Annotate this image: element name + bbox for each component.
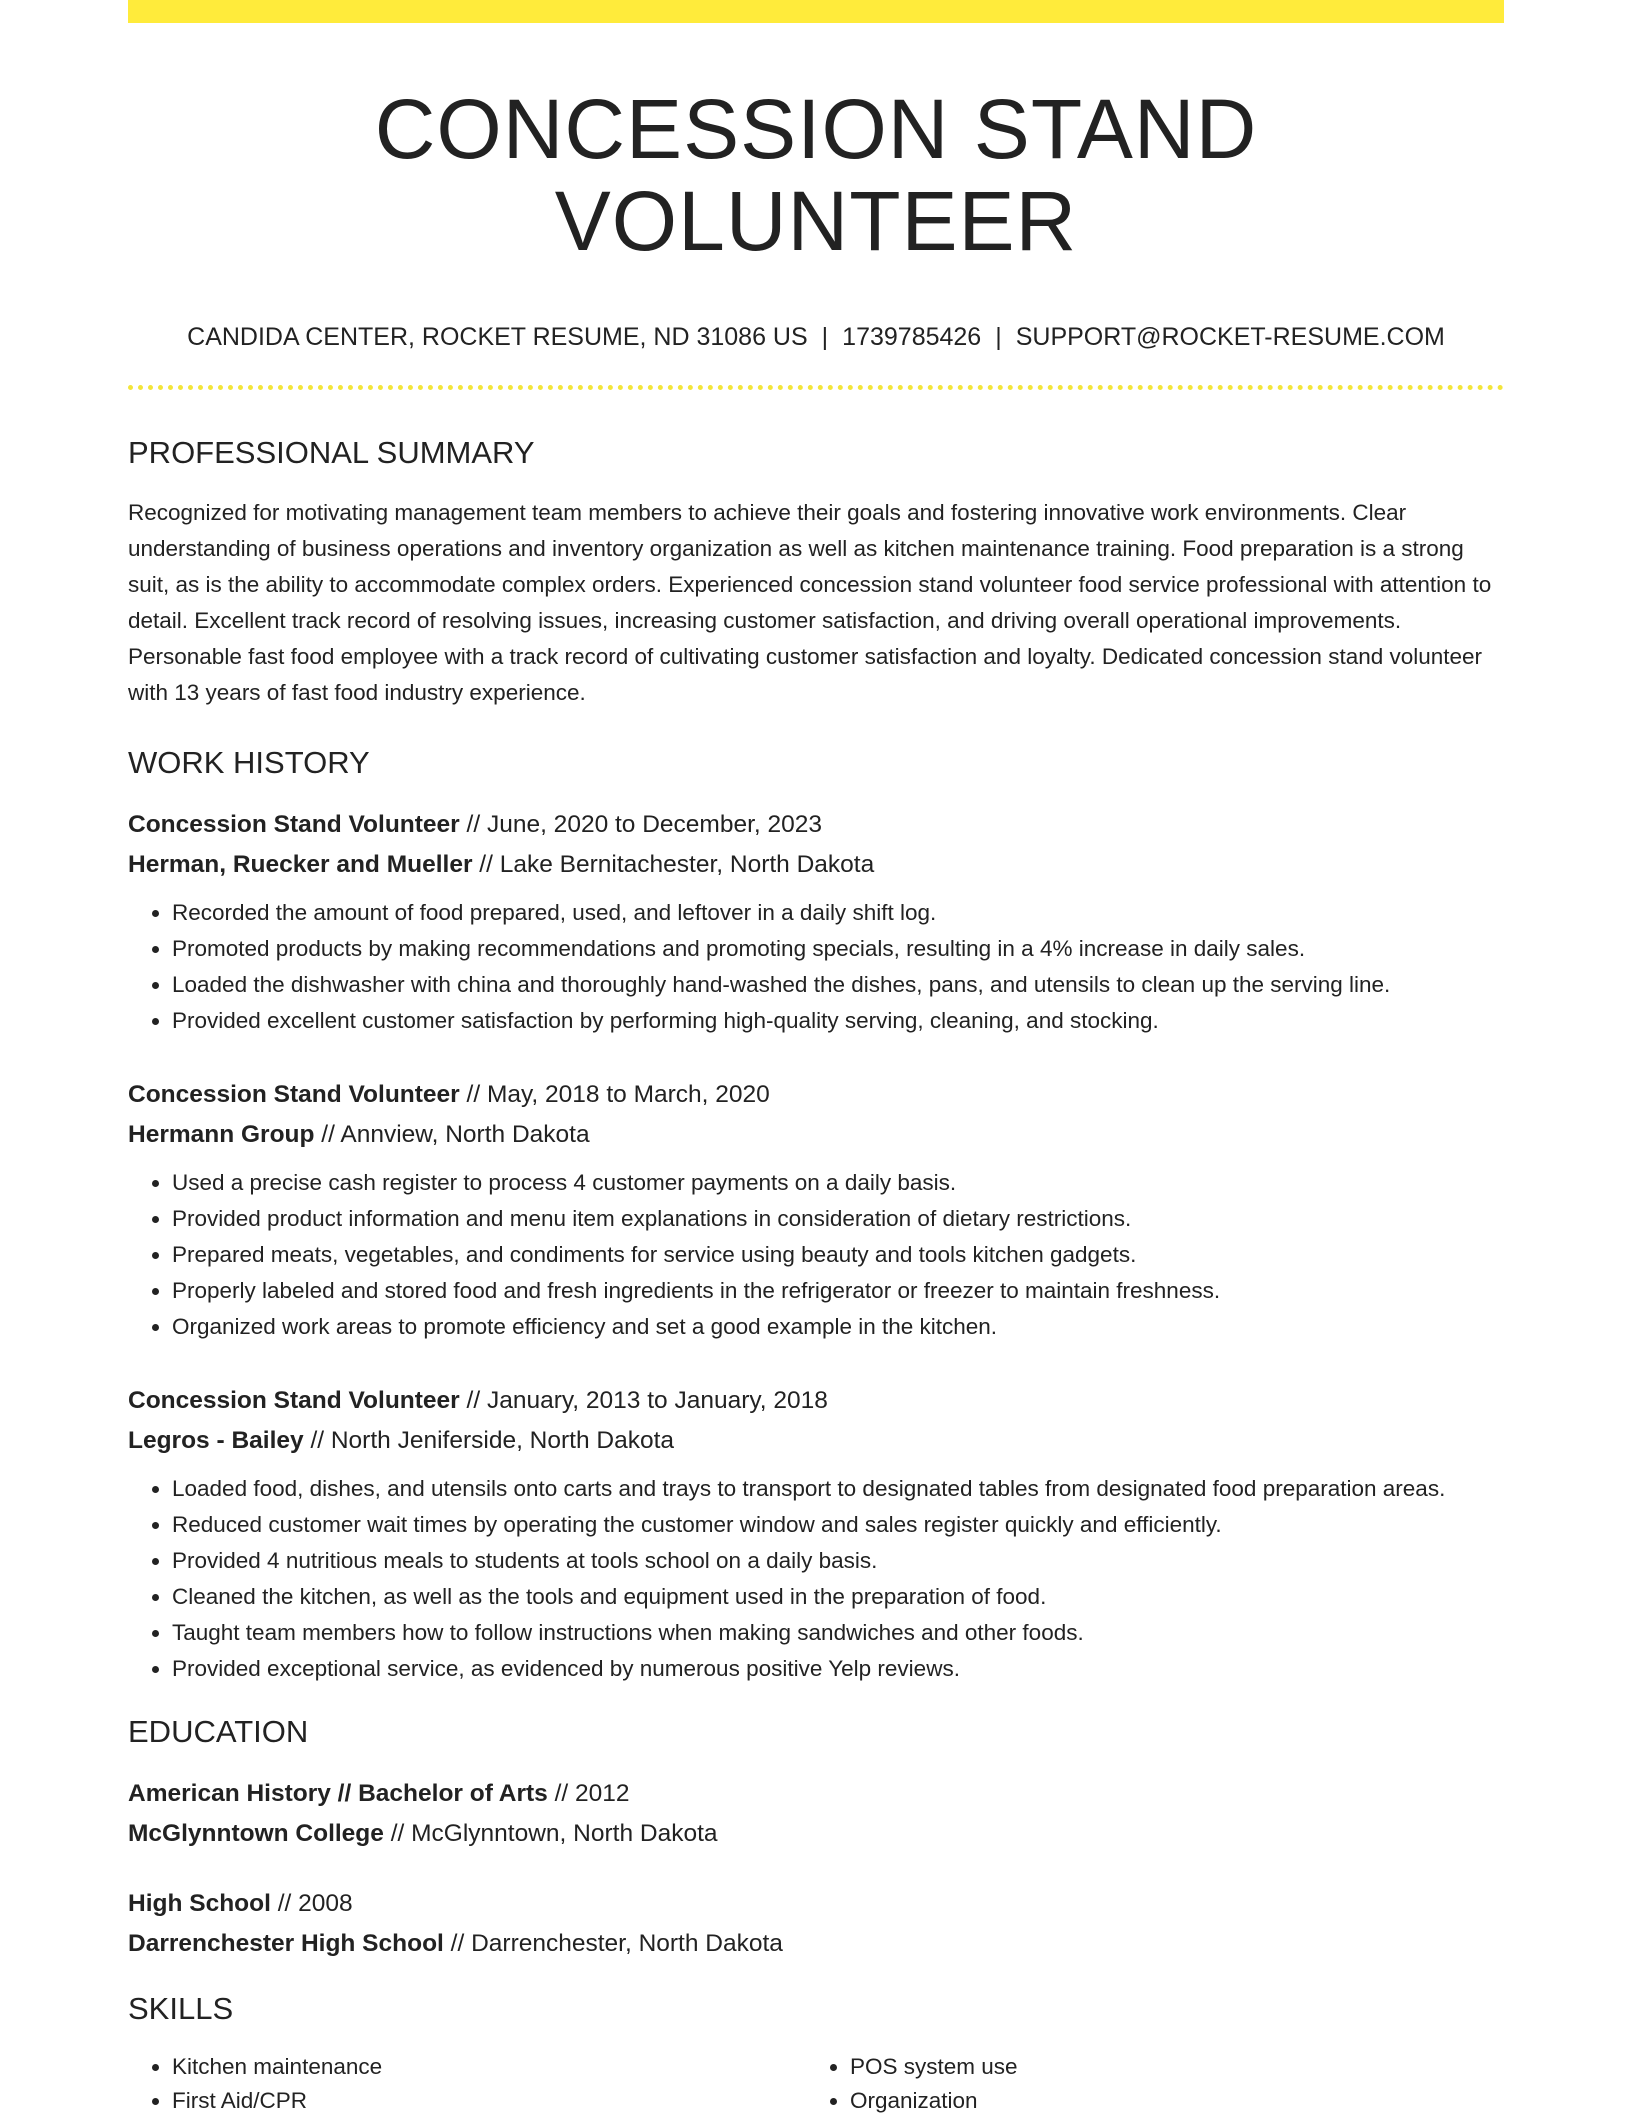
contact-line	[128, 322, 1504, 352]
job-title-line	[128, 1381, 1504, 1421]
work-history-heading: WORK HISTORY	[128, 744, 370, 780]
accent-bar	[128, 0, 1504, 23]
skill-item: • First Aid/CPR	[172, 2084, 806, 2118]
education-location: // McGlynntown, North Dakota	[383, 1820, 718, 1848]
skills-column-left	[128, 2050, 806, 2118]
dotted-divider	[128, 385, 1504, 390]
job-bullet: • Cleaned the kitchen, as well as the tools and equipment used in the preparation of food.	[172, 1579, 1504, 1615]
education-entry	[128, 1774, 1504, 1854]
skills-column-right	[806, 2050, 1484, 2118]
education-year: // 2008	[270, 1890, 353, 1918]
skill-item: • Kitchen maintenance	[172, 2050, 806, 2084]
job-bullet: • Organized work areas to promote efficiency and set a good example in the kitchen.	[172, 1309, 1504, 1345]
skills-heading: SKILLS	[128, 1991, 234, 2027]
skills-list	[128, 2050, 1504, 2118]
contact-separator: |	[821, 322, 829, 351]
contact-address: CANDIDA CENTER, ROCKET RESUME, ND 31086 US	[187, 322, 808, 351]
education-location: // Darrenchester, North Dakota	[443, 1930, 783, 1958]
job-location: // Lake Bernitachester, North Dakota	[472, 851, 875, 879]
job-bullet: • Properly labeled and stored food and fresh ingredients in the refrigerator or freezer to maintain freshness.	[172, 1273, 1504, 1309]
job-dates: // June, 2020 to December, 2023	[459, 811, 823, 839]
summary-text: Recognized for motivating management team members to achieve their goals and fostering innovative work environments. Clear understanding of business operations and inventory organization as well as kitchen maintenance training. Food preparation is a strong suit, as is the ability to accommodate complex orders. Experienced concession stand volunteer food service professional with attention to detail. Excellent track record of resolving issues, increasing customer satisfaction, and driving overall operational improvements. Personable fast food employee with a track record of cultivating customer satisfaction and loyalty. Dedicated concession stand volunteer with 13 years of fast food industry experience.	[128, 499, 1492, 705]
job-bullet: • Provided excellent customer satisfaction by performing high-quality serving, cleaning, and stocking.	[172, 1003, 1504, 1039]
education-year: // 2012	[547, 1780, 630, 1808]
job-employer-line	[128, 1421, 1504, 1461]
job-title: Concession Stand Volunteer	[128, 811, 460, 839]
job-title-line	[128, 805, 1504, 845]
skill-item: • POS system use	[850, 2050, 1484, 2084]
education-school-line	[128, 1924, 1504, 1964]
job-bullet: • Provided product information and menu item explanations in consideration of dietary restrictions.	[172, 1201, 1504, 1237]
education-degree: High School	[128, 1890, 271, 1918]
contact-phone: 1739785426	[842, 322, 982, 351]
job-entry	[128, 1075, 1504, 1345]
education-degree-line	[128, 1884, 1504, 1924]
resume-title: CONCESSION STAND VOLUNTEER	[374, 82, 1258, 269]
job-title-line	[128, 1075, 1504, 1115]
skill-item: • Organization	[850, 2084, 1484, 2118]
education-school: Darrenchester High School	[128, 1930, 444, 1958]
job-employer-line	[128, 845, 1504, 885]
job-title: Concession Stand Volunteer	[128, 1387, 460, 1415]
job-employer: Legros - Bailey	[128, 1427, 304, 1455]
job-title: Concession Stand Volunteer	[128, 1081, 460, 1109]
job-bullet: • Provided 4 nutritious meals to students at tools school on a daily basis.	[172, 1543, 1504, 1579]
job-bullet: • Taught team members how to follow instructions when making sandwiches and other foods.	[172, 1615, 1504, 1651]
job-bullet: • Prepared meats, vegetables, and condiments for service using beauty and tools kitchen gadgets.	[172, 1237, 1504, 1273]
job-entry	[128, 1381, 1504, 1687]
job-bullet: • Reduced customer wait times by operating the customer window and sales register quickly and efficiently.	[172, 1507, 1504, 1543]
job-bullets	[128, 1471, 1504, 1687]
job-location: // North Jeniferside, North Dakota	[303, 1427, 675, 1455]
education-heading: EDUCATION	[128, 1714, 309, 1750]
job-bullets	[128, 1165, 1504, 1345]
job-employer: Herman, Ruecker and Mueller	[128, 851, 473, 879]
job-entry	[128, 805, 1504, 1039]
education-degree: American History // Bachelor of Arts	[128, 1780, 548, 1808]
job-bullet: • Loaded the dishwasher with china and thoroughly hand-washed the dishes, pans, and utensils to clean up the serving line.	[172, 967, 1504, 1003]
job-bullet: • Used a precise cash register to process 4 customer payments on a daily basis.	[172, 1165, 1504, 1201]
education-entry	[128, 1884, 1504, 1964]
contact-email: SUPPORT@ROCKET-RESUME.COM	[1015, 322, 1445, 351]
job-bullet: • Provided exceptional service, as evidenced by numerous positive Yelp reviews.	[172, 1651, 1504, 1687]
job-location: // Annview, North Dakota	[314, 1121, 590, 1149]
education-degree-line	[128, 1774, 1504, 1814]
education-school: McGlynntown College	[128, 1820, 384, 1848]
job-employer: Hermann Group	[128, 1121, 315, 1149]
job-employer-line	[128, 1115, 1504, 1155]
job-bullet: • Loaded food, dishes, and utensils onto carts and trays to transport to designated tables from designated food preparation areas.	[172, 1471, 1504, 1507]
contact-separator: |	[995, 322, 1002, 351]
summary-heading: PROFESSIONAL SUMMARY	[128, 434, 535, 470]
job-dates: // May, 2018 to March, 2020	[459, 1081, 770, 1109]
job-bullets	[128, 895, 1504, 1039]
resume-page	[128, 0, 1504, 2118]
job-bullet: • Promoted products by making recommendations and promoting specials, resulting in a 4% increase in daily sales.	[172, 931, 1504, 967]
education-school-line	[128, 1814, 1504, 1854]
job-dates: // January, 2013 to January, 2018	[459, 1387, 828, 1415]
job-bullet: • Recorded the amount of food prepared, used, and leftover in a daily shift log.	[172, 895, 1504, 931]
